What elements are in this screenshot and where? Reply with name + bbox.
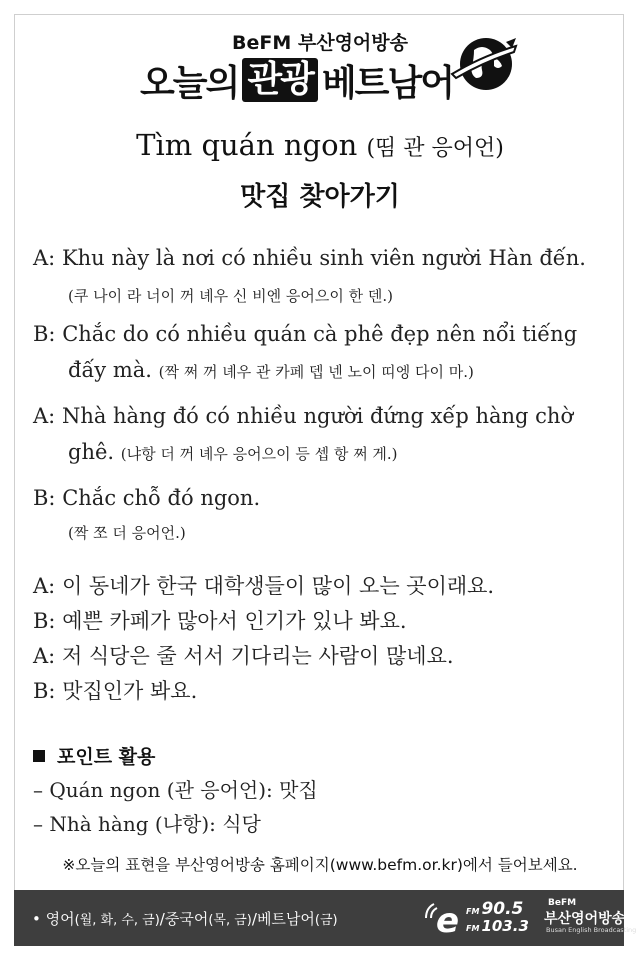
broadcast-schedule (32, 908, 338, 929)
points-heading (33, 742, 155, 769)
brand-korean: 부산영어방송 (544, 911, 626, 927)
korean-text: 예쁜 카페가 많아서 인기가 있나 봐요. (62, 609, 407, 633)
speaker-label: A: (33, 404, 56, 428)
point-dash: – (33, 812, 43, 836)
point-item-1 (33, 774, 318, 803)
point-ko: 맛집 (279, 778, 318, 802)
schedule-lang: 영어 (45, 910, 75, 928)
korean-line-4 (33, 675, 197, 705)
speaker-label: B: (33, 679, 56, 703)
dialogue-text-cont: ghê. (68, 440, 115, 464)
speaker-label: A: (33, 574, 56, 598)
korean-text: 이 동네가 한국 대학생들이 많이 오는 곳이래요. (61, 574, 495, 598)
dialogue-text: Nhà hàng đó có nhiều người đứng xếp hàng chờ (61, 404, 574, 428)
e-wave-logo-icon (422, 896, 466, 940)
points-heading-text: 포인트 활용 (57, 746, 156, 768)
title-vi-text: Tìm quán ngon (136, 128, 358, 162)
bullet: • (32, 910, 41, 928)
program-title-pre: 오늘의 (140, 62, 239, 104)
schedule-sep: / (251, 910, 257, 928)
program-title-box: 관광 (242, 58, 318, 102)
fm-frequency-2 (466, 917, 529, 935)
korean-text: 맛집인가 봐요. (62, 679, 198, 703)
dialogue-text-cont: đấy mà. (68, 358, 152, 382)
dialogue-line-2 (33, 322, 577, 346)
dialogue-line-1 (33, 246, 586, 270)
dialogue-pronunciation-2: (짝 쩌 꺼 녜우 관 카페 뎁 넨 노이 띠엥 다이 마.) (158, 363, 474, 381)
globe-airplane-icon (448, 28, 520, 100)
speaker-label: B: (33, 322, 56, 346)
point-dash: – (33, 778, 43, 802)
point-vi: Quán ngon (49, 778, 161, 802)
dialogue-text: Chắc chỗ đó ngon. (62, 486, 261, 510)
title-vietnamese (0, 128, 640, 162)
square-bullet-icon (33, 750, 45, 762)
schedule-sep: / (159, 910, 165, 928)
korean-text: 저 식당은 줄 서서 기다리는 사람이 많네요. (61, 644, 454, 668)
schedule-days: (금) (314, 913, 338, 928)
dialogue-pronunciation-1: (쿠 나이 라 너이 꺼 녜우 신 비엔 응어으이 한 덴.) (68, 287, 393, 305)
speaker-label: A: (33, 246, 56, 270)
schedule-days: (목, 금) (208, 913, 252, 928)
point-pron: (관 응어언): (166, 778, 273, 802)
schedule-lang: 베트남어 (256, 910, 315, 928)
point-pron: (냐항): (154, 812, 216, 836)
point-ko: 식당 (222, 812, 261, 836)
fm-label: FM (466, 924, 480, 933)
dialogue-line-2-cont (68, 358, 474, 382)
website-note: ※오늘의 표현을 부산영어방송 홈페이지(www.befm.or.kr)에서 들어보세요. (62, 856, 578, 874)
speaker-label: B: (33, 486, 56, 510)
schedule-days: (월, 화, 수, 금) (74, 913, 160, 928)
fm-value: 103.3 (481, 917, 529, 935)
footer-bar (14, 890, 637, 946)
point-vi: Nhà hàng (49, 812, 149, 836)
dialogue-pronunciation-4: (짝 쪼 더 응어언.) (68, 524, 186, 542)
korean-line-1 (33, 570, 494, 600)
point-item-2 (33, 808, 261, 837)
dialogue-line-4 (33, 486, 260, 510)
speaker-label: A: (33, 644, 56, 668)
dialogue-pronunciation-3: (냐항 더 꺼 녜우 응어으이 등 셉 항 쩌 게.) (120, 445, 398, 463)
dialogue-text: Khu này là nơi có nhiều sinh viên người Hàn đến. (61, 246, 586, 270)
dialogue-text: Chắc do có nhiều quán cà phê đẹp nên nổi tiếng (62, 322, 578, 346)
brand-subtitle: Busan English Broadcasting (546, 926, 637, 934)
speaker-label: B: (33, 609, 56, 633)
brand-english: BeFM (548, 898, 577, 908)
dialogue-line-3-cont (68, 440, 398, 464)
fm-label: FM (466, 907, 480, 916)
fm-value: 90.5 (481, 899, 524, 919)
title-korean: 맛집 찾아가기 (240, 182, 400, 212)
station-name: BeFM 부산영어방송 (232, 32, 408, 54)
program-title (140, 56, 453, 104)
program-title-post: 베트남어 (321, 62, 453, 104)
fm-frequency-1 (466, 899, 523, 919)
dialogue-line-3 (33, 404, 573, 428)
schedule-lang: 중국어 (164, 910, 209, 928)
title-vi-pronunciation: (띰 관 응어언) (366, 136, 504, 161)
korean-line-2 (33, 605, 407, 635)
svg-text:e: e (436, 901, 460, 940)
korean-line-3 (33, 640, 454, 670)
